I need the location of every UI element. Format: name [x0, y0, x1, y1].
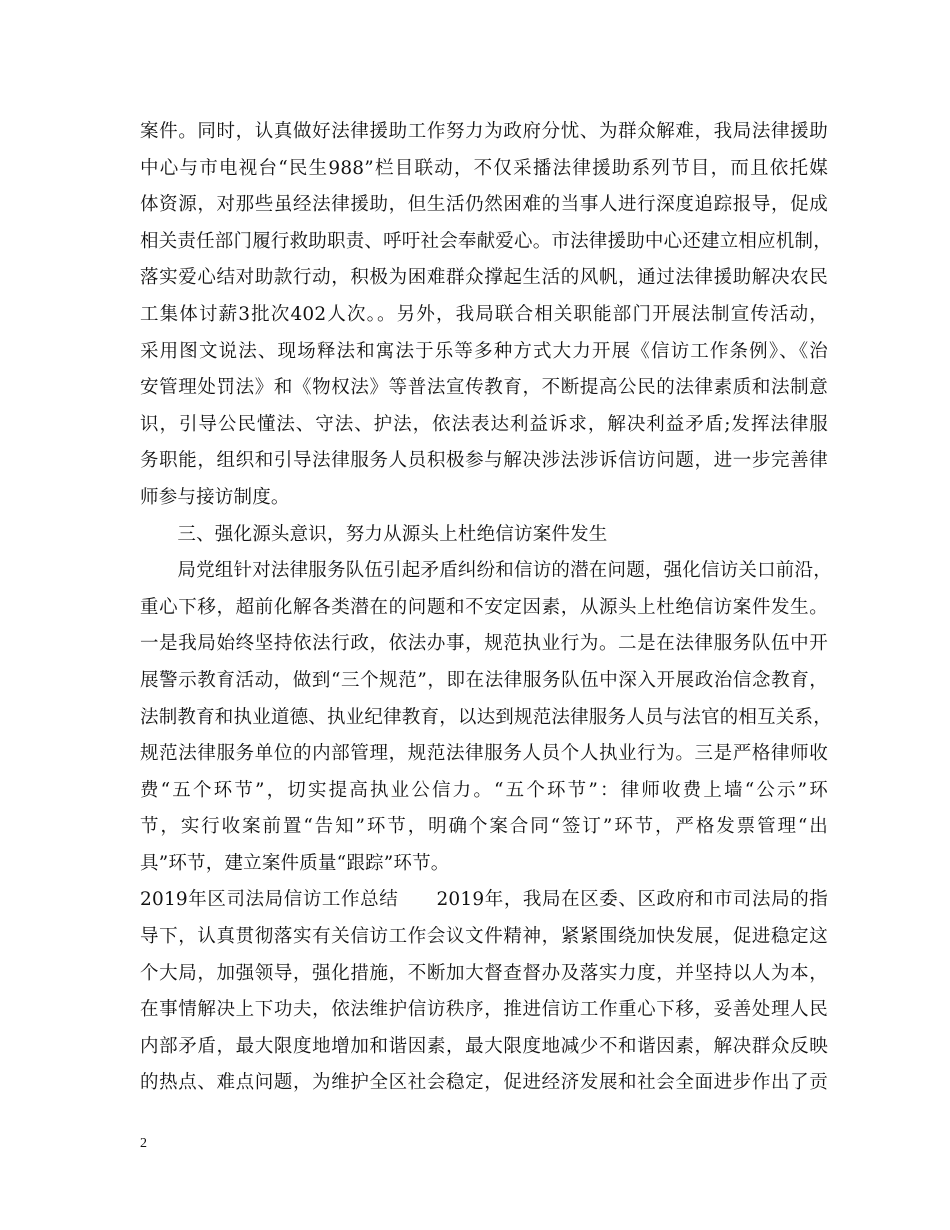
text-line: 展警示教育活动，做到“三个规范”，即在法律服务队伍中深入开展政治信念教育， — [140, 669, 828, 691]
text-line: 采用图文说法、现场释法和寓法于乐等多种方式大力开展《信访工作条例》、《治 — [140, 340, 828, 362]
text-line: 费“五个环节”，切实提高执业公信力。“五个环节”：律师收费上墙“公示”环 — [140, 779, 828, 801]
text-line: 具”环节，建立案件质量“跟踪”环节。 — [140, 852, 450, 874]
body-text — [140, 114, 832, 1102]
page-number: 2 — [140, 1136, 147, 1151]
text-line: 师参与接访制度。 — [140, 486, 290, 508]
section-heading: 三、强化源头意识，努力从源头上杜绝信访案件发生 — [140, 523, 608, 545]
text-line: 法制教育和执业道德、执业纪律教育，以达到规范法律服务人员与法官的相互关系， — [140, 706, 832, 728]
text-line: 落实爱心结对助款行动，积极为困难群众撑起生活的风帆，通过法律援助解决农民 — [140, 267, 828, 289]
text-line: 重心下移，超前化解各类潜在的问题和不安定因素，从源头上杜绝信访案件发生。 — [140, 596, 828, 618]
text-line: 案件。同时，认真做好法律援助工作努力为政府分忧、为群众解难，我局法律援助 — [140, 121, 828, 142]
text-line: 相关责任部门履行救助职责、呼吁社会奉献爱心。市法律援助中心还建立相应机制， — [140, 230, 832, 252]
text-line: 内部矛盾，最大限度地增加和谐因素，最大限度地减少不和谐因素，解决群众反映 — [140, 1035, 828, 1057]
text-line: 规范法律服务单位的内部管理，规范法律服务人员个人执业行为。三是严格律师收 — [140, 743, 828, 765]
text-line: 个大局，加强领导，强化措施，不断加大督查督办及落实力度，并坚持以人为本， — [140, 962, 828, 984]
text-line: 在事情解决上下功夫，依法维护信访秩序，推进信访工作重心下移，妥善处理人民 — [140, 999, 828, 1021]
text-line: 识，引导公民懂法、守法、护法，依法表达利益诉求，解决利益矛盾;发挥法律服 — [140, 413, 828, 435]
text-line: 局党组针对法律服务队伍引起矛盾纠纷和信访的潜在问题，强化信访关口前沿， — [140, 560, 832, 582]
text-line: 导下，认真贯彻落实有关信访工作会议文件精神，紧紧围绕加快发展，促进稳定这 — [140, 926, 828, 948]
text-line: 务职能，组织和引导法律服务人员积极参与解决涉法涉诉信访问题，进一步完善律 — [140, 450, 828, 472]
text-line: 一是我局始终坚持依法行政，依法办事，规范执业行为。二是在法律服务队伍中开 — [140, 633, 828, 655]
text-line: 节，实行收案前置“告知”环节，明确个案合同“签订”环节，严格发票管理“出 — [140, 816, 828, 838]
text-line: 工集体讨薪3批次402人次。。另外，我局联合相关职能部门开展法制宣传活动， — [140, 303, 828, 325]
text-line: 中心与市电视台“民生988”栏目联动，不仅采播法律援助系列节目，而且依托媒 — [140, 157, 828, 179]
text-line: 的热点、难点问题，为维护全区社会稳定，促进经济发展和社会全面进步作出了贡 — [140, 1072, 828, 1094]
text-line: 体资源，对那些虽经法律援助，但生活仍然困难的当事人进行深度追踪报导，促成 — [140, 194, 828, 216]
text-line: 安管理处罚法》和《物权法》等普法宣传教育，不断提高公民的法律素质和法制意 — [140, 377, 828, 399]
text-line: 2019年区司法局信访工作总结 2019年，我局在区委、区政府和市司法局的指 — [140, 889, 828, 911]
